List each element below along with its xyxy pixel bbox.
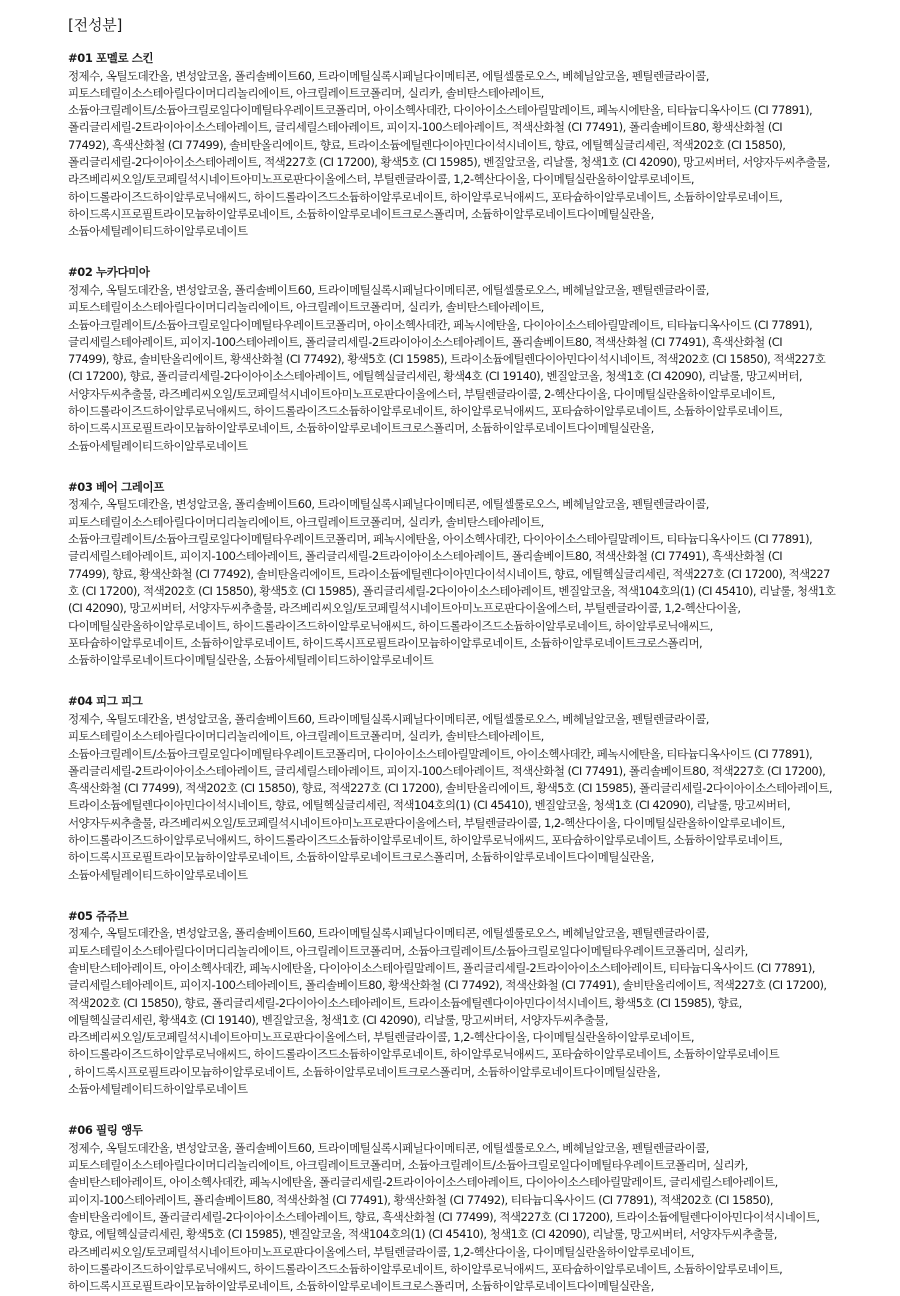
ingredient-line: 하이드롤라이즈드하이알루로닉애씨드, 하이드롤라이즈드소듐하이알루로네이트, 하이알루로닉애씨드, 포타슘하이알루로네이트, 소듐하이알루로네이트,: [68, 1261, 783, 1276]
ingredient-list: [68, 1140, 832, 1296]
ingredient-line: 하이드록시프로필트라이모늄하이알루로네이트, 소듐하이알루로네이트크로스폴리머, 소듐하이알루로네이트다이메틸실란올,: [68, 206, 654, 221]
ingredient-line: 글리세릴스테아레이트, 피이지-100스테아레이트, 폴리글리세릴-2트라이아이소스테아레이트, 폴리솔베이트80, 적색산화철 (CI 77491), 흑색산화철 (CI: [68, 334, 783, 349]
ingredient-line: 정제수, 옥틸도데칸올, 변성알코올, 폴리솔베이트60, 트라이메틸실록시페닐다이메티콘, 에틸셀룰로오스, 베헤닐알코올, 펜틸렌글라이콜,: [68, 1140, 709, 1155]
page-heading: [전성분]: [68, 16, 123, 34]
ingredient-line: 하이드록시프로필트라이모늄하이알루로네이트, 소듐하이알루로네이트크로스폴리머, 소듐하이알루로네이트다이메틸실란올,: [68, 1279, 654, 1294]
ingredient-line: 하이드록시프로필트라이모늄하이알루로네이트, 소듐하이알루로네이트크로스폴리머, 소듐하이알루로네이트다이메틸실란올,: [68, 421, 654, 436]
ingredient-line: 솔비탄올리에이트, 폴리글리세릴-2다이아이소스테아레이트, 향료, 흑색산화철 (CI 77499), 적색227호 (CI 17200), 트라이소듐에틸렌다이아민다이석시네이트,: [68, 1210, 820, 1225]
product-title: #06 필링 앵두: [68, 1123, 143, 1138]
ingredient-line: 에틸헥실글리세린, 황색4호 (CI 19140), 벤질알코올, 청색1호 (CI 42090), 리날룰, 망고씨버터, 서양자두씨추출물,: [68, 1012, 608, 1027]
ingredient-line: 소듐아세틸레이티드하이알루로네이트: [68, 438, 248, 453]
ingredient-line: 라즈베리씨오일/토코페릴석시네이트아미노프로판다이올에스터, 부틸렌글라이콜, 1,2-헥산다이올, 다이메틸실란올하이알루로네이트,: [68, 172, 695, 187]
ingredient-line: 트라이소듐에틸렌다이아민다이석시네이트, 향료, 에틸헥실글리세린, 적색104호의(1) (CI 45410), 벤질알코올, 청색1호 (CI 42090), 리날룰, 망고씨버터,: [68, 798, 791, 813]
ingredient-line: 정제수, 옥틸도데칸올, 변성알코올, 폴리솔베이트60, 트라이메틸실록시페닐다이메티콘, 에틸셀룰로오스, 베헤닐알코올, 펜틸렌글라이콜,: [68, 926, 709, 941]
ingredient-line: 피토스테릴이소스테아릴다이머디리놀리에이트, 아크릴레이트코폴리머, 소듐아크릴레이트/소듐아크릴로일다이메틸타우레이트코폴리머, 실리카,: [68, 1158, 748, 1173]
ingredient-line: 피토스테릴이소스테아릴다이머디리놀리에이트, 아크릴레이트코폴리머, 실리카, 솔비탄스테아레이트,: [68, 85, 544, 100]
ingredient-line: 솔비탄스테아레이트, 아이소헥사데칸, 페녹시에탄올, 폴리글리세릴-2트라이아이소스테아레이트, 다이아이소스테아릴말레이트, 글리세릴스테아레이트,: [68, 1175, 778, 1190]
ingredient-line: 소듐아세틸레이티드하이알루로네이트: [68, 1082, 248, 1097]
ingredient-line: 하이드롤라이즈드하이알루로닉애씨드, 하이드롤라이즈드소듐하이알루로네이트, 하이알루로닉애씨드, 포타슘하이알루로네이트, 소듐하이알루로네이트,: [68, 832, 783, 847]
ingredient-line: 하이드롤라이즈드하이알루로닉애씨드, 하이드롤라이즈드소듐하이알루로네이트, 하이알루로닉애씨드, 포타슘하이알루로네이트, 소듐하이알루로네이트,: [68, 189, 783, 204]
section-gap: [68, 669, 832, 693]
ingredient-line: 77499), 향료, 솔비탄올리에이트, 황색산화철 (CI 77492), 황색5호 (CI 15985), 트라이소듐에틸렌다이아민다이석시네이트, 적색202호 (CI 15850), 적색227호: [68, 352, 826, 367]
ingredient-line: 77499), 향료, 황색산화철 (CI 77492), 솔비탄올리에이트, 트라이소듐에틸렌다이아민다이석시네이트, 향료, 에틸헥실글리세린, 적색227호 (CI 17200), 적색227: [68, 566, 830, 581]
ingredient-line: 호 (CI 17200), 적색202호 (CI 15850), 황색5호 (CI 15985), 폴리글리세릴-2다이아이소스테아레이트, 벤질알코올, 적색104호의(1) (CI 45410), 리날룰, 청색1호: [68, 583, 836, 598]
ingredient-line: 폴리글리세릴-2트라이아이소스테아레이트, 글리세릴스테아레이트, 피이지-100스테아레이트, 적색산화철 (CI 77491), 폴리솔베이트80, 적색227호 (CI 17200),: [68, 763, 826, 778]
ingredient-line: 소듐아세틸레이티드하이알루로네이트: [68, 224, 248, 239]
ingredient-line: 서양자두씨추출물, 라즈베리씨오일/토코페릴석시네이트아미노프로판다이올에스터, 부틸렌글라이콜, 2-헥산다이올, 다이메틸실란올하이알루로네이트,: [68, 386, 775, 401]
ingredient-line: 소듐아세틸레이티드하이알루로네이트: [68, 867, 248, 882]
ingredient-line: 향료, 에틸헥실글리세린, 황색5호 (CI 15985), 벤질알코올, 적색104호의(1) (CI 45410), 청색1호 (CI 42090), 리날룰, 망고씨버터, 서양자두씨추출물,: [68, 1227, 777, 1242]
section-gap: [68, 455, 832, 479]
ingredient-list: [68, 282, 832, 455]
section-gap: [68, 884, 832, 908]
ingredient-line: 서양자두씨추출물, 라즈베리씨오일/토코페릴석시네이트아미노프로판다이올에스터, 부틸렌글라이콜, 1,2-헥산다이올, 다이메틸실란올하이알루로네이트,: [68, 815, 785, 830]
ingredient-line: 소듐하이알루로네이트다이메틸실란올, 소듐아세틸레이티드하이알루로네이트: [68, 653, 434, 668]
ingredient-line: 정제수, 옥틸도데칸올, 변성알코올, 폴리솔베이트60, 트라이메틸실록시페닐다이메티콘, 에틸셀룰로오스, 베헤닐알코올, 펜틸렌글라이콜,: [68, 711, 709, 726]
ingredient-line: 소듐아크릴레이트/소듐아크릴로일다이메틸타우레이트코폴리머, 아이소헥사데칸, 다이아이소스테아릴말레이트, 페녹시에탄올, 티타늄디옥사이드 (CI 77891),: [68, 103, 813, 118]
ingredient-line: 피이지-100스테아레이트, 폴리솔베이트80, 적색산화철 (CI 77491), 황색산화철 (CI 77492), 티타늄디옥사이드 (CI 77891), 적색202호 (CI 15850),: [68, 1192, 773, 1207]
ingredient-list: [68, 711, 832, 884]
product-title: #01 포멜로 스킨: [68, 51, 154, 65]
ingredient-line: 77492), 흑색산화철 (CI 77499), 솔비탄올리에이트, 향료, 트라이소듐에틸렌다이아민다이석시네이트, 향료, 에틸헥실글리세린, 적색202호 (CI 15850),: [68, 137, 786, 152]
ingredient-line: 하이드롤라이즈드하이알루로닉애씨드, 하이드롤라이즈드소듐하이알루로네이트, 하이알루로닉애씨드, 포타슘하이알루로네이트, 소듐하이알루로네이트: [68, 1047, 780, 1062]
ingredient-line: 적색202호 (CI 15850), 향료, 폴리글리세릴-2다이아이소스테아레이트, 트라이소듐에틸렌다이아민다이석시네이트, 황색5호 (CI 15985), 향료,: [68, 995, 742, 1010]
ingredient-line: 폴리글리세릴-2다이아이소스테아레이트, 적색227호 (CI 17200), 황색5호 (CI 15985), 벤질알코올, 리날룰, 청색1호 (CI 42090), 망고씨버터, 서양자두씨추출물,: [68, 154, 830, 169]
product-title: #04 피그 피그: [68, 694, 143, 709]
ingredient-line: 하이드롤라이즈드하이알루로닉애씨드, 하이드롤라이즈드소듐하이알루로네이트, 하이알루로닉애씨드, 포타슘하이알루로네이트, 소듐하이알루로네이트,: [68, 404, 783, 419]
product-section: [68, 693, 832, 883]
product-title: #03 베어 그레이프: [68, 479, 164, 494]
ingredient-line: 라즈베리씨오일/토코페릴석시네이트아미노프로판다이올에스터, 부틸렌글라이콜, 1,2-헥산다이올, 다이메틸실란올하이알루로네이트,: [68, 1244, 695, 1259]
ingredient-line: (CI 17200), 향료, 폴리글리세릴-2다이아이소스테아레이트, 에틸헥실글리세린, 황색4호 (CI 19140), 벤질알코올, 청색1호 (CI 42090), 리날룰, 망고씨버터,: [68, 369, 803, 384]
ingredient-line: 정제수, 옥틸도데칸올, 변성알코올, 폴리솔베이트60, 트라이메틸실록시페닐다이메티콘, 에틸셀룰로오스, 베헤닐알코올, 펜틸렌글라이콜,: [68, 68, 709, 83]
ingredient-line: 피토스테릴이소스테아릴다이머디리놀리에이트, 아크릴레이트코폴리머, 실리카, 솔비탄스테아레이트,: [68, 514, 544, 529]
ingredient-list: [68, 68, 832, 241]
product-section: [68, 908, 832, 1098]
ingredient-line: 다이메틸실란올하이알루로네이트, 하이드롤라이즈드하이알루로닉애씨드, 하이드롤라이즈드소듐하이알루로네이트, 하이알루로닉애씨드,: [68, 618, 713, 633]
ingredient-line: 소듐아크릴레이트/소듐아크릴로일다이메틸타우레이트코폴리머, 다이아이소스테아릴말레이트, 아이소헥사데칸, 페녹시에탄올, 티타늄디옥사이드 (CI 77891),: [68, 746, 813, 761]
product-title: #02 누카다미아: [68, 265, 150, 280]
ingredient-line: , 하이드록시프로필트라이모늄하이알루로네이트, 소듐하이알루로네이트크로스폴리머, 소듐하이알루로네이트다이메틸실란올,: [68, 1064, 660, 1079]
ingredient-line: 피토스테릴이소스테아릴다이머디리놀리에이트, 아크릴레이트코폴리머, 소듐아크릴레이트/소듐아크릴로일다이메틸타우레이트코폴리머, 실리카,: [68, 943, 748, 958]
ingredient-line: 포타슘하이알루로네이트, 소듐하이알루로네이트, 하이드록시프로필트라이모늄하이알루로네이트, 소듐하이알루로네이트크로스폴리머,: [68, 635, 703, 650]
product-section: [68, 264, 832, 454]
ingredient-line: 글리세릴스테아레이트, 피이지-100스테아레이트, 폴리솔베이트80, 황색산화철 (CI 77492), 적색산화철 (CI 77491), 솔비탄올리에이트, 적색227호 (CI 17200),: [68, 978, 827, 993]
ingredient-line: 글리세릴스테아레이트, 피이지-100스테아레이트, 폴리글리세릴-2트라이아이소스테아레이트, 폴리솔베이트80, 적색산화철 (CI 77491), 흑색산화철 (CI: [68, 549, 783, 564]
ingredient-line: 소듐아크릴레이트/소듐아크릴로일다이메틸타우레이트코폴리머, 페녹시에탄올, 아이소헥사데칸, 다이아이소스테아릴말레이트, 티타늄디옥사이드 (CI 77891),: [68, 532, 813, 547]
ingredient-line: 라즈베리씨오일/토코페릴석시네이트아미노프로판다이올에스터, 부틸렌글라이콜, 1,2-헥산다이올, 다이메틸실란올하이알루로네이트,: [68, 1030, 695, 1045]
ingredient-list: [68, 925, 832, 1098]
ingredient-list: [68, 496, 836, 669]
product-section: [68, 50, 832, 240]
section-gap: [68, 240, 832, 264]
ingredient-line: 정제수, 옥틸도데칸올, 변성알코올, 폴리솔베이트60, 트라이메틸실록시페닐다이메티콘, 에틸셀룰로오스, 베헤닐알코올, 펜틸렌글라이콜,: [68, 282, 709, 297]
product-section: [68, 1122, 832, 1295]
section-gap: [68, 1098, 832, 1122]
ingredient-line: 소듐아크릴레이트/소듐아크릴로일다이메틸타우레이트코폴리머, 아이소헥사데칸, 페녹시에탄올, 다이아이소스테아릴말레이트, 티타늄디옥사이드 (CI 77891),: [68, 317, 813, 332]
product-list: [68, 50, 836, 1296]
ingredient-line: 솔비탄스테아레이트, 아이소헥사데칸, 페녹시에탄올, 다이아이소스테아릴말레이트, 폴리글리세릴-2트라이아이소스테아레이트, 티타늄디옥사이드 (CI 77891),: [68, 960, 815, 975]
ingredient-line: 정제수, 옥틸도데칸올, 변성알코올, 폴리솔베이트60, 트라이메틸실록시페닐다이메티콘, 에틸셀룰로오스, 베헤닐알코올, 펜틸렌글라이콜,: [68, 497, 709, 512]
product-title: #05 쥬쥬브: [68, 908, 129, 923]
ingredient-line: 피토스테릴이소스테아릴다이머디리놀리에이트, 아크릴레이트코폴리머, 실리카, 솔비탄스테아레이트,: [68, 729, 544, 744]
product-section: [68, 479, 836, 669]
ingredient-line: 흑색산화철 (CI 77499), 적색202호 (CI 15850), 향료, 적색227호 (CI 17200), 솔비탄올리에이트, 황색5호 (CI 15985), 폴리글리세릴-2다이아이소스테아레이트,: [68, 781, 832, 796]
ingredient-line: 폴리글리세릴-2트라이아이소스테아레이트, 글리세릴스테아레이트, 피이지-100스테아레이트, 적색산화철 (CI 77491), 폴리솔베이트80, 황색산화철 (CI: [68, 120, 783, 135]
ingredient-line: (CI 42090), 망고씨버터, 서양자두씨추출물, 라즈베리씨오일/토코페릴석시네이트아미노프로판다이올에스터, 부틸렌글라이콜, 1,2-헥산다이올,: [68, 601, 741, 616]
ingredient-line: 하이드록시프로필트라이모늄하이알루로네이트, 소듐하이알루로네이트크로스폴리머, 소듐하이알루로네이트다이메틸실란올,: [68, 850, 654, 865]
ingredient-line: 피토스테릴이소스테아릴다이머디리놀리에이트, 아크릴레이트코폴리머, 실리카, 솔비탄스테아레이트,: [68, 300, 544, 315]
